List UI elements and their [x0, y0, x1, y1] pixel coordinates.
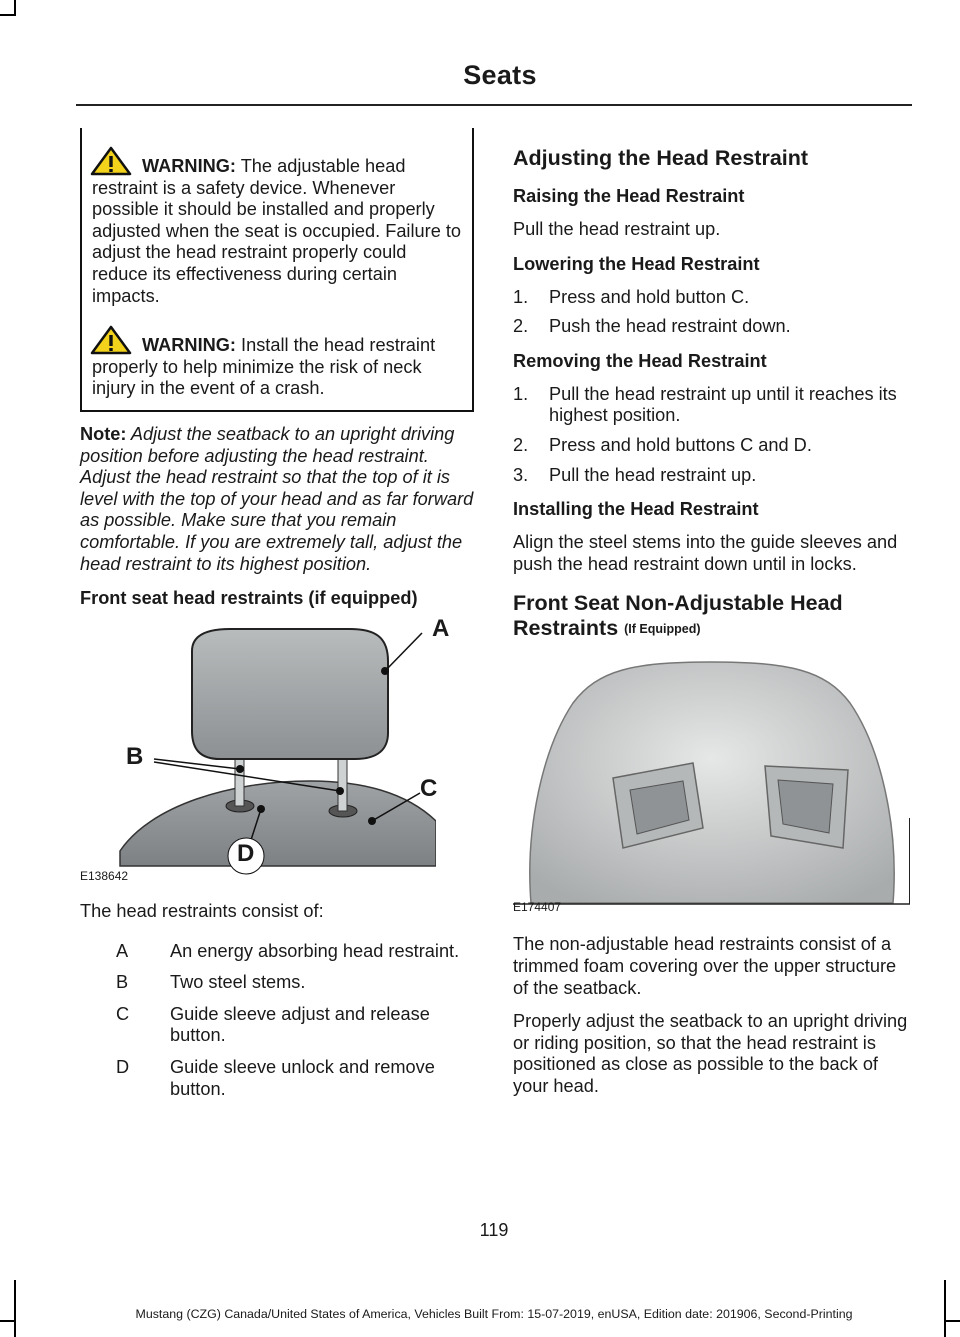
callout-c: C: [420, 775, 438, 803]
section-heading: Front seat head restraints (if equipped): [80, 588, 418, 609]
body-paragraph: The non-adjustable head restraints consist of a trimmed foam covering over the upper structure of the seatback.: [513, 934, 897, 998]
step-text: Press and hold button C.: [549, 286, 750, 307]
parts-intro: The head restraints consist of:: [80, 901, 324, 922]
step-number: 1.: [513, 286, 529, 307]
steps-list: [513, 287, 913, 338]
body-paragraph: Properly adjust the seatback to an upright driving or riding position, so that the head restraint is positioned as close as possible to the back of your head.: [513, 1011, 908, 1096]
steps-list: [513, 384, 913, 486]
body-paragraph: Align the steel stems into the guide sleeves and push the head restraint down until in locks.: [513, 532, 898, 574]
list-item: [513, 384, 913, 427]
step-number: 2.: [513, 434, 529, 455]
step-text: Pull the head restraint up.: [549, 464, 757, 485]
list-item: [513, 465, 913, 487]
step-text: Press and hold buttons C and D.: [549, 434, 812, 455]
list-item: [116, 972, 474, 994]
warning-label: WARNING:: [142, 335, 236, 356]
callout-a: A: [432, 615, 450, 643]
part-desc: An energy absorbing head restraint.: [170, 940, 460, 961]
parts-list: [80, 941, 474, 1101]
subsection-heading: Installing the Head Restraint: [513, 499, 759, 520]
list-item: [513, 435, 913, 457]
step-text: Push the head restraint down.: [549, 316, 791, 337]
step-text: Pull the head restraint up until it reaches its highest position.: [549, 383, 897, 426]
page-number: 119: [479, 1220, 509, 1240]
list-item: [116, 1004, 474, 1047]
warning-text: Install the head restraint properly to help minimize the risk of neck injury in the event of a crash.: [92, 335, 436, 399]
heading-text: Front Seat Non-Adjustable Head Restraints: [513, 591, 843, 641]
warning-text: The adjustable head restraint is a safety device. Whenever possible it should be installed and properly adjusted when the seat is occupied. Failure to adjust the head restraint properly could reduce its effectiveness during certain impacts.: [92, 156, 462, 306]
warning-triangle-icon: [90, 325, 132, 355]
body-paragraph: Pull the head restraint up.: [513, 219, 721, 239]
warning-paragraph: [92, 146, 462, 307]
part-desc: Guide sleeve unlock and remove button.: [170, 1057, 435, 1099]
header-rule: [76, 104, 912, 106]
subsection-heading: Raising the Head Restraint: [513, 186, 745, 206]
step-number: 3.: [513, 464, 529, 485]
seat-figure: [513, 658, 910, 914]
list-item: [116, 1057, 474, 1100]
page-title: Seats: [463, 60, 537, 90]
subsection-heading: Lowering the Head Restraint: [513, 253, 760, 274]
note-label: Note:: [80, 423, 127, 444]
page-footer: Mustang (CZG) Canada/United States of America, Vehicles Built From: 15-07-2019, enUSA, Edition date: 201906, Second-Printing: [135, 1307, 853, 1321]
part-key: D: [116, 1057, 130, 1078]
part-key: C: [116, 1003, 130, 1024]
seatback-illustration: [513, 658, 910, 914]
note-paragraph: [80, 424, 474, 575]
warning-label: WARNING:: [142, 156, 236, 176]
part-key: B: [116, 972, 129, 993]
list-item: [116, 941, 474, 963]
subsection-heading: Removing the Head Restraint: [513, 350, 767, 371]
part-desc: Two steel stems.: [170, 972, 306, 993]
figure-id: E138642: [80, 869, 129, 884]
warning-paragraph: [92, 325, 462, 400]
if-equipped-tag: (If Equipped): [624, 622, 701, 637]
step-number: 1.: [513, 383, 529, 404]
list-item: [513, 316, 913, 338]
callout-d: D: [237, 840, 255, 868]
head-restraint-figure: [80, 615, 450, 884]
left-column: [80, 128, 474, 1110]
right-column: [513, 128, 913, 1110]
part-key: A: [116, 940, 129, 961]
note-text: Adjust the seatback to an upright driving position before adjusting the head restraint. Adjust the head restraint so that the top of it is level with the top of your head and as far forward as possible. Make sure that you remain comfortable. If you are extremely tall, adjust the head restraint to its highest position.: [80, 423, 474, 574]
section-heading: [513, 591, 913, 642]
part-desc: Guide sleeve adjust and release button.: [170, 1003, 430, 1046]
section-heading: Adjusting the Head Restraint: [513, 146, 809, 170]
callout-b: B: [126, 743, 144, 771]
figure-id: E174407: [513, 900, 562, 915]
crop-mark: [0, 14, 16, 16]
warning-box: [80, 128, 474, 412]
step-number: 2.: [513, 316, 529, 337]
warning-triangle-icon: [90, 146, 132, 176]
list-item: [513, 287, 913, 309]
